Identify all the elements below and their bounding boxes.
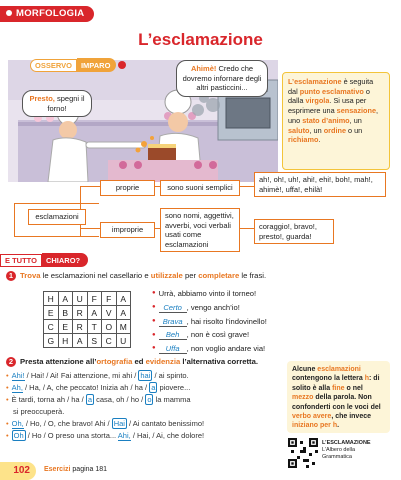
answer-blank[interactable]: Certo	[159, 303, 187, 313]
grid-cell[interactable]: S	[87, 334, 102, 348]
def-text-3: . Si usa per esprimere una	[288, 96, 367, 116]
def-text-2: o dalla	[288, 86, 370, 106]
scheme-line	[14, 203, 15, 236]
def-text-1: è seguita dal	[288, 77, 374, 96]
line-text: / ai spinto.	[152, 371, 189, 380]
line-text: / Ho, / O, che bravo! Ahi /	[23, 419, 112, 428]
esercizi-label: Esercizi	[44, 466, 71, 473]
osservo-imparo-label	[30, 58, 126, 72]
tag-dot-icon	[6, 10, 12, 16]
exercise-number: 2	[6, 357, 16, 367]
def-sensazione: sensazione	[336, 106, 377, 116]
scheme-proprie: proprie	[100, 180, 155, 196]
grid-cell[interactable]: E	[58, 320, 73, 334]
ex2-evidenzia: evidenzia	[145, 357, 181, 366]
osservo-label: OSSERVO	[30, 59, 77, 72]
ex1-trova: Trova	[20, 271, 41, 280]
grid-cell[interactable]: R	[73, 306, 88, 320]
line-text: / Hai, / Ai, che dolore!	[130, 431, 205, 440]
grid-cell[interactable]: A	[73, 334, 88, 348]
sentence-row	[152, 287, 312, 301]
scheme-line	[80, 228, 100, 229]
ex2-line: si preoccuperà.	[13, 407, 65, 416]
def-term: L’esclamazione	[288, 77, 342, 86]
bullet-icon: •	[6, 371, 9, 380]
ex1-utilizzale: utilizzale	[150, 271, 183, 280]
grid-cell[interactable]: U	[116, 334, 131, 348]
ex2-line	[6, 430, 281, 442]
def-ordine: ordine	[323, 125, 346, 135]
exercise-2-instruction	[6, 357, 281, 367]
ex2-line	[6, 382, 281, 394]
ex2-text-2: ed	[132, 357, 146, 366]
answer-blank[interactable]: Uffa	[159, 344, 187, 354]
label-dot-icon	[118, 61, 126, 69]
sentence-row	[152, 328, 312, 342]
imparo-label: IMPARO	[77, 58, 116, 72]
ex2-text-1: Presta attenzione all’	[20, 357, 97, 366]
qr-caption-title: L’ESCLAMAZIONE	[322, 440, 371, 446]
bubble-presto-text: spegni il forno!	[47, 94, 85, 113]
scheme-line	[14, 203, 99, 204]
exercises-reference[interactable]	[44, 466, 107, 473]
letter-grid	[43, 291, 131, 348]
completion-sentences	[152, 287, 312, 356]
grid-cell[interactable]: A	[116, 292, 131, 306]
note-text: .	[337, 422, 340, 430]
def-text-6: , un	[309, 125, 324, 135]
line-text: È tardi, torna ah / ha /	[11, 395, 86, 404]
spelling-note	[287, 361, 390, 433]
line-text: casa, oh / ho /	[94, 395, 146, 404]
def-punto: punto esclamativo	[299, 86, 364, 96]
ex1-text-2: per	[182, 271, 199, 280]
selected-option[interactable]: hai	[140, 371, 151, 380]
sentence-text: , non voglio andare via!	[186, 344, 266, 353]
grid-cell[interactable]: T	[87, 320, 102, 334]
note-hl: mezzo	[292, 394, 314, 402]
selected-option[interactable]: Hai	[113, 419, 125, 428]
def-text-8: .	[318, 135, 321, 145]
def-stato: stato d’animo	[302, 115, 350, 125]
ex1-text-3: le frasi.	[239, 271, 267, 280]
answer-blank[interactable]: Brava	[159, 317, 187, 327]
grid-cell[interactable]: A	[58, 292, 73, 306]
selected-option[interactable]: Ah,	[11, 383, 23, 392]
line-text: / Ho / O preso una storta...	[25, 431, 118, 440]
grid-cell[interactable]: C	[102, 334, 117, 348]
grid-cell[interactable]: U	[73, 292, 88, 306]
def-richiamo: richiamo	[288, 135, 319, 145]
page-number	[0, 462, 36, 480]
bullet-icon: ●	[152, 345, 156, 352]
qr-caption-line: Grammatica	[322, 454, 352, 460]
scheme-improprie-def: sono nomi, aggettivi, avverbi, voci verbali usati come esclamazioni	[160, 208, 240, 252]
line-text: piovere...	[157, 383, 191, 392]
def-text-5: , un	[349, 115, 362, 125]
grid-cell[interactable]: H	[58, 334, 73, 348]
scheme-line	[240, 186, 254, 187]
selected-option[interactable]: a	[87, 395, 93, 404]
grid-cell[interactable]: B	[58, 306, 73, 320]
def-text-7: o un	[346, 125, 363, 135]
bullet-icon: •	[6, 383, 9, 392]
note-hl: verbo avere	[292, 413, 332, 421]
bubble-ahime-hl: Ahimè!	[190, 64, 217, 73]
note-text: della parola. Non confonderti con le voci del	[292, 394, 381, 411]
speech-bubble-presto	[22, 90, 92, 117]
sentence-text: , abbiamo vinto il torneo!	[173, 289, 257, 298]
note-text: , che invece	[331, 413, 372, 421]
ex1-text-1: le esclamazioni nel casellario e	[40, 271, 151, 280]
selected-option[interactable]: o	[147, 395, 152, 404]
grid-cell[interactable]: A	[116, 306, 131, 320]
grid-cell[interactable]: F	[102, 292, 117, 306]
scheme-proprie-def: sono suoni semplici	[160, 180, 240, 196]
line-text: la mamma	[153, 395, 191, 404]
note-text: Alcune	[292, 366, 318, 373]
note-hl: fine	[332, 384, 345, 392]
line-text: / Hai! / Ai! Fai attenzione, mi ahi /	[24, 371, 139, 380]
ex2-line	[6, 394, 281, 406]
grid-cell[interactable]: F	[87, 292, 102, 306]
scheme-line	[240, 228, 254, 229]
ex2-text-3: l’alternativa corretta.	[180, 357, 258, 366]
qr-caption	[322, 440, 392, 461]
scheme-line	[80, 186, 100, 187]
bubble-presto-hl: Presto,	[29, 94, 55, 103]
selected-option[interactable]: a	[151, 383, 156, 392]
ex2-line	[6, 370, 281, 382]
bullet-icon: ●	[152, 290, 156, 297]
section-label: MORFOLOGIA	[16, 8, 85, 19]
page-number-value: 102	[13, 465, 30, 476]
qr-caption-line: L’Albero della	[322, 447, 356, 453]
exercise-number: 1	[6, 271, 16, 281]
bullet-icon: ●	[152, 331, 156, 338]
sentence-text: , non è così grave!	[186, 330, 250, 340]
selected-option[interactable]: Oh	[13, 431, 24, 440]
def-virgola: virgola	[305, 96, 330, 106]
ex2-line	[6, 418, 281, 430]
grid-cell[interactable]: G	[44, 334, 59, 348]
note-hl: iniziano per h	[292, 422, 338, 430]
sentence-row	[152, 301, 312, 315]
bullet-icon: ●	[152, 304, 156, 310]
selected-option[interactable]: Ahi,	[117, 431, 131, 440]
bullet-icon: ●	[152, 317, 156, 324]
scheme-improprie: improprie	[100, 222, 155, 238]
def-text-4: , uno	[288, 106, 379, 125]
grid-cell[interactable]: O	[102, 320, 117, 334]
qr-code-icon[interactable]	[288, 438, 318, 468]
page-title: L’esclamazione	[138, 30, 263, 49]
grid-cell[interactable]: E	[44, 306, 59, 320]
note-text: o nel	[344, 384, 363, 392]
grid-cell[interactable]: V	[102, 306, 117, 320]
sentence-text: , hai risolto l’indovinello!	[186, 316, 267, 326]
chiaro-label: CHIARO?	[42, 253, 88, 267]
scheme-line	[14, 236, 99, 237]
scheme-proprie-examples: ah!, oh!, uh!, ahi!, ehi!, boh!, mah!, ahimè!, uffa!, ehilà!	[254, 172, 386, 197]
grid-cell[interactable]: C	[44, 320, 59, 334]
sentence-row	[152, 342, 312, 356]
exercise-2	[6, 357, 281, 442]
esercizi-page: pagina 181	[70, 466, 108, 473]
tutto-label: E TUTTO	[0, 254, 42, 267]
grid-cell[interactable]: R	[73, 320, 88, 334]
bullet-icon: •	[6, 419, 9, 428]
selected-option[interactable]: Oh,	[11, 419, 24, 428]
def-saluto: saluto	[288, 125, 310, 135]
line-text: / Ai cantato benissimo!	[126, 419, 205, 428]
speech-bubble-ahime	[176, 60, 268, 97]
tutto-chiaro-label	[0, 253, 88, 267]
bubble-ahime-text: Credo che dovremo infornare degli altri pasticcini...	[182, 64, 262, 92]
definition-box	[282, 72, 390, 170]
selected-option[interactable]: Ahi!	[11, 371, 25, 380]
answer-blank[interactable]: Beh	[159, 330, 187, 340]
line-text: / Ha, / A, che peccato! Inizia ah / ha /	[22, 383, 150, 392]
grid-cell[interactable]: M	[116, 320, 131, 334]
sentence-row	[152, 315, 312, 329]
sentence-text: , vengo anch’io!	[186, 302, 240, 312]
note-hl: h	[364, 375, 370, 383]
scheme-root: esclamazioni	[28, 209, 86, 225]
grid-cell[interactable]: A	[87, 306, 102, 320]
ex1-completare: completare	[198, 271, 240, 280]
exercise-1-instruction	[6, 271, 396, 281]
note-text: : di solito è alla	[292, 375, 380, 392]
ex2-ortografia: ortografia	[96, 357, 133, 366]
scheme-improprie-examples: coraggio!, bravo!, presto!, guarda!	[254, 219, 334, 244]
note-text: contengono la lettera	[292, 375, 365, 383]
note-hl: esclamazioni	[317, 366, 361, 373]
bullet-icon: •	[6, 395, 9, 404]
bullet-icon: •	[6, 431, 9, 440]
grid-cell[interactable]: H	[44, 292, 59, 306]
sentence-answer: Urrà	[158, 289, 174, 298]
section-tag	[0, 6, 94, 22]
